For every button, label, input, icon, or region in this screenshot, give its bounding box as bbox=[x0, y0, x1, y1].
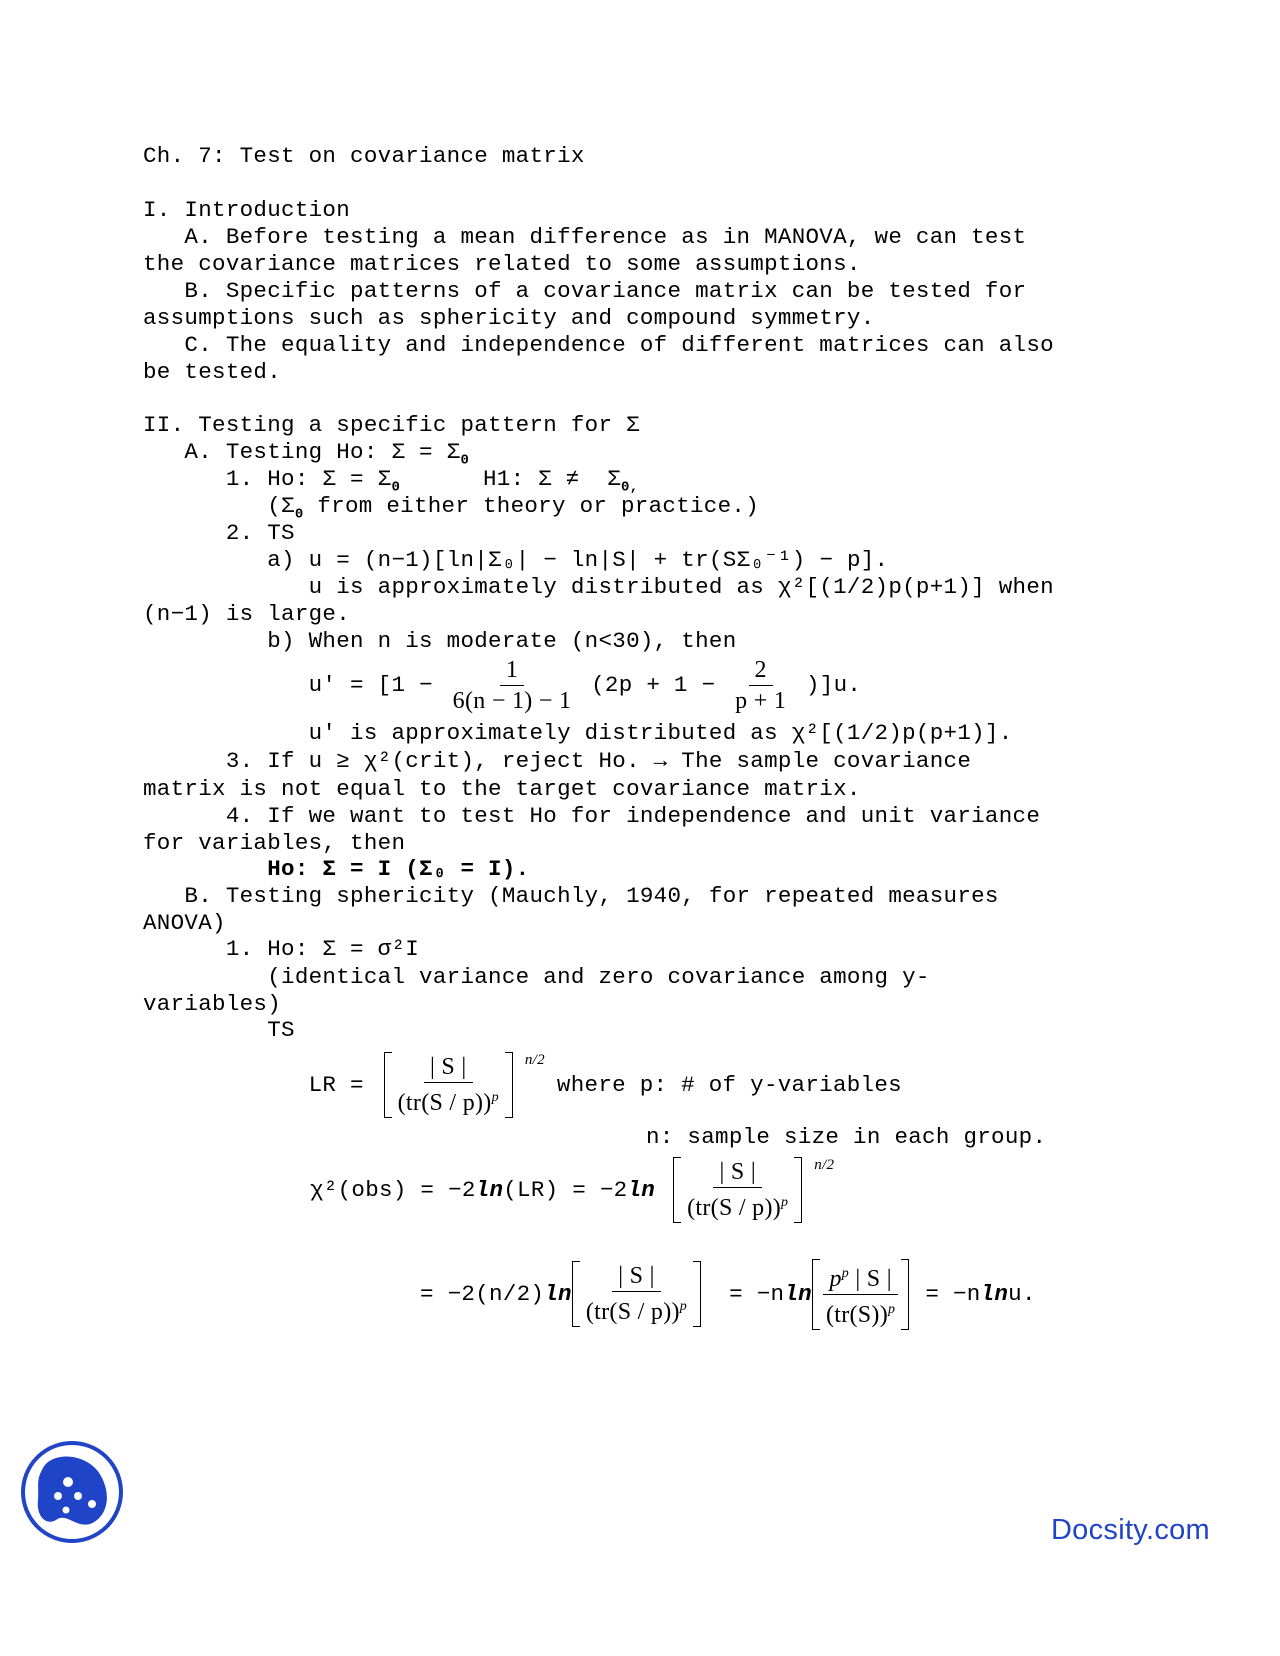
text: (Σ bbox=[143, 493, 295, 519]
where-text: where p: # of y-variables bbox=[556, 1072, 902, 1098]
text: from either theory or practice.) bbox=[303, 493, 760, 519]
paragraph-line: be tested. bbox=[143, 359, 282, 385]
paragraph-line: ANOVA) bbox=[143, 910, 226, 936]
text: = −n bbox=[925, 1281, 981, 1307]
paragraph-line: A. Before testing a mean difference as in MANOVA, we can test bbox=[143, 224, 1027, 250]
bracket-group bbox=[673, 1157, 835, 1223]
fraction bbox=[580, 1261, 693, 1327]
ln-text: ln bbox=[475, 1177, 504, 1203]
bracket-group bbox=[384, 1052, 545, 1118]
ln-text: ln bbox=[544, 1281, 572, 1307]
right-bracket bbox=[505, 1052, 513, 1118]
den-text: (tr(S)) bbox=[825, 1301, 889, 1328]
numerator: 1 bbox=[500, 655, 524, 686]
note-line: variables) bbox=[143, 991, 282, 1017]
left-bracket bbox=[572, 1261, 580, 1327]
section-heading: II. Testing a specific pattern for Σ bbox=[143, 412, 640, 438]
paragraph-line: B. Testing sphericity (Mauchly, 1940, for repeated measures bbox=[143, 883, 999, 909]
num-exponent: p bbox=[841, 1265, 850, 1281]
ln-text: ln bbox=[627, 1177, 656, 1203]
paragraph-line: the covariance matrices related to some assumptions. bbox=[143, 251, 861, 277]
text: )]u. bbox=[792, 672, 862, 698]
numerator: | S | bbox=[424, 1052, 472, 1083]
text: (LR) = −2 bbox=[503, 1177, 628, 1203]
exponent: n/2 bbox=[524, 1052, 545, 1068]
text: A. Testing Ho: Σ = Σ bbox=[143, 439, 461, 465]
den-exponent: p bbox=[888, 1301, 896, 1317]
fraction bbox=[447, 655, 578, 716]
formula-u-prime bbox=[143, 655, 861, 715]
text: H1: Σ ≠ Σ bbox=[400, 466, 621, 492]
paragraph-line: B. Specific patterns of a covariance matrix can be tested for bbox=[143, 278, 1027, 304]
den-exponent: p bbox=[781, 1195, 789, 1210]
fraction bbox=[729, 655, 792, 716]
num-p: p bbox=[829, 1265, 842, 1292]
formula-line: Ho: Σ = I (Σ₀ = I). bbox=[143, 856, 530, 882]
right-bracket bbox=[794, 1157, 802, 1223]
formula-lr bbox=[143, 1050, 902, 1120]
denominator bbox=[580, 1292, 693, 1327]
paragraph-line: 4. If we want to test Ho for independence and unit variance bbox=[143, 803, 1041, 829]
denominator bbox=[681, 1188, 794, 1223]
fraction bbox=[392, 1052, 505, 1118]
bracket-group bbox=[572, 1261, 701, 1327]
text: LR = bbox=[143, 1072, 378, 1098]
subscript: 0 bbox=[391, 479, 401, 496]
numerator bbox=[823, 1259, 897, 1295]
paragraph-line: 2. TS bbox=[143, 520, 295, 546]
text: χ²(obs) = −2 bbox=[310, 1177, 476, 1203]
denominator: 6(n − 1) − 1 bbox=[452, 687, 572, 714]
den-text: (tr(S / p)) bbox=[585, 1299, 680, 1325]
paragraph-line: b) When n is moderate (n<30), then bbox=[143, 628, 737, 654]
den-text: (tr(S / p)) bbox=[397, 1090, 492, 1116]
den-exponent: p bbox=[679, 1299, 688, 1314]
page-title: Ch. 7: Test on covariance matrix bbox=[143, 143, 585, 169]
bracket-group bbox=[812, 1259, 909, 1330]
num-text: | S | bbox=[849, 1265, 892, 1292]
right-bracket bbox=[901, 1259, 909, 1330]
formula-line: a) u = (n−1)[ln|Σ₀| − ln|S| + tr(SΣ₀⁻¹) − p]. bbox=[143, 547, 889, 573]
formula-chi-square bbox=[310, 1155, 835, 1225]
hypothesis-line: 1. Ho: Σ = σ²I bbox=[143, 936, 420, 962]
left-bracket bbox=[384, 1052, 392, 1118]
paragraph-line: assumptions such as sphericity and compound symmetry. bbox=[143, 305, 875, 331]
numerator: 2 bbox=[749, 655, 773, 686]
text: u. bbox=[1008, 1281, 1036, 1307]
numerator: | S | bbox=[612, 1261, 660, 1292]
paragraph-line: C. The equality and independence of different matrices can also bbox=[143, 332, 1054, 358]
paragraph-line: (n−1) is large. bbox=[143, 601, 351, 627]
paragraph-line: 3. If u ≥ χ²(crit), reject Ho. → The sample covariance bbox=[143, 748, 972, 774]
section-heading: I. Introduction bbox=[143, 197, 351, 223]
note-line: (identical variance and zero covariance among y- bbox=[143, 964, 930, 990]
left-bracket bbox=[812, 1259, 820, 1330]
exponent: n/2 bbox=[814, 1157, 835, 1173]
paragraph-line: for variables, then bbox=[143, 830, 406, 856]
fraction bbox=[681, 1157, 794, 1223]
paragraph-line: matrix is not equal to the target covariance matrix. bbox=[143, 776, 861, 802]
paragraph-line: TS bbox=[143, 1017, 295, 1043]
fraction bbox=[820, 1259, 901, 1330]
docsity-logo-icon[interactable] bbox=[20, 1440, 124, 1544]
right-bracket bbox=[693, 1261, 701, 1327]
paragraph-line: n: sample size in each group. bbox=[646, 1124, 1047, 1150]
denominator: p + 1 bbox=[735, 687, 787, 714]
denominator bbox=[820, 1295, 901, 1330]
den-text: (tr(S / p)) bbox=[687, 1195, 782, 1221]
subscript: 0 bbox=[294, 506, 304, 523]
text: 1. Ho: Σ = Σ bbox=[143, 466, 392, 492]
text: = −2(n/2) bbox=[420, 1281, 545, 1307]
subscript: 0, bbox=[621, 479, 639, 496]
text: (2p + 1 − bbox=[577, 672, 730, 698]
subscript: 0 bbox=[460, 452, 470, 469]
ln-text: ln bbox=[784, 1281, 812, 1307]
brand-link[interactable]: Docsity.com bbox=[1050, 1514, 1210, 1546]
formula-equality-chain bbox=[420, 1258, 1036, 1330]
ln-text: ln bbox=[980, 1281, 1009, 1307]
text: = −n bbox=[729, 1281, 785, 1307]
numerator: | S | bbox=[713, 1157, 761, 1188]
den-exponent: p bbox=[491, 1090, 499, 1105]
left-bracket bbox=[673, 1157, 681, 1223]
denominator bbox=[392, 1083, 505, 1118]
paragraph-line: u is approximately distributed as χ²[(1/2)p(p+1)] when bbox=[143, 574, 1054, 600]
text: u' = [1 − bbox=[143, 672, 447, 698]
paragraph-line: u' is approximately distributed as χ²[(1/2)p(p+1)]. bbox=[143, 720, 1013, 746]
